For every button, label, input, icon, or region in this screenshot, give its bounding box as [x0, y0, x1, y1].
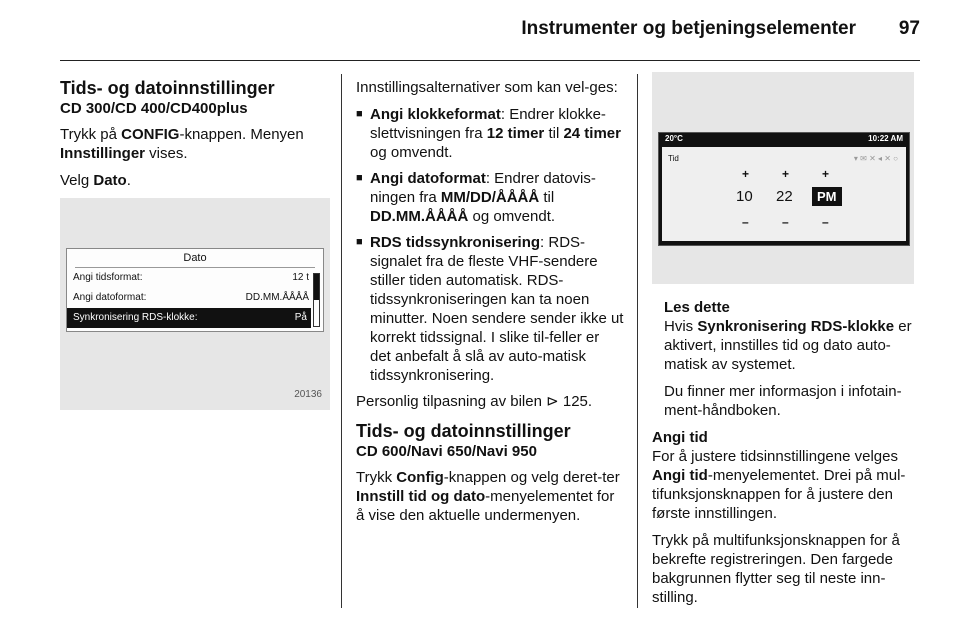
screen-label: Tid: [668, 154, 679, 163]
status-icons: ▾ ✉ ✕ ◂ ✕ ○: [853, 154, 898, 163]
paragraph: For å justere tidsinnstillingene velges Angi tid-menyelementet. Drei på mul-tifunksjonsknappen for å justere den første innstillingen.: [652, 448, 906, 522]
plus-icon: +: [782, 167, 790, 181]
time-screen-screenshot: [652, 72, 914, 284]
paragraph: Hvis Synkronisering RDS-klokke er aktivert, innstilles tid og dato auto-matisk av systemet.: [664, 318, 912, 373]
plus-icon: +: [822, 167, 830, 181]
scrollbar: [313, 273, 320, 327]
section-heading: Tids- og datoinnstillinger: [356, 421, 571, 441]
menu-row: Angi tidsformat: 12 t: [73, 272, 309, 283]
minute-value: 22: [776, 188, 793, 205]
page-header-title: Instrumenter og betjeningselementer: [521, 18, 856, 39]
paragraph: Innstillingsalternativer som kan vel-ges:: [356, 79, 618, 96]
column-3: [652, 72, 922, 615]
date-menu-screen: [66, 248, 324, 332]
column-divider-1: [341, 74, 342, 608]
list-item: ■ Angi datoformat: Endrer datovis-ningen fra MM/DD/ÅÅÅÅ til DD.MM.ÅÅÅÅ og omvendt.: [356, 170, 596, 225]
paragraph: Velg Dato.: [60, 172, 131, 189]
note-title: Les dette: [664, 299, 730, 316]
menu-row-selected: Synkronisering RDS-klokke: På: [67, 308, 311, 328]
note-box: [664, 298, 922, 420]
date-menu-screenshot: [60, 198, 330, 410]
image-code: 20136: [294, 389, 322, 400]
paragraph: Personlig tilpasning av bilen ⊳ 125.: [356, 393, 593, 410]
paragraph: Trykk på multifunksjonsknappen for å bekrefte registreringen. Den fargede bakgrunnen flytter seg til neste inn-stilling.: [652, 532, 900, 606]
paragraph: Trykk på CONFIG-knappen. Menyen Innstillinger vises.: [60, 126, 304, 162]
clock: 10:22 AM: [868, 134, 903, 143]
section-heading: Tids- og datoinnstillinger: [60, 78, 275, 98]
column-2: [356, 78, 624, 533]
paragraph: Du finner mer informasjon i infotain-ment-håndboken.: [664, 383, 902, 419]
plus-icon: +: [742, 167, 750, 181]
minus-icon: –: [742, 215, 749, 229]
minus-icon: –: [782, 215, 789, 229]
hour-value: 10: [736, 188, 753, 205]
time-screen: [658, 132, 910, 246]
paragraph: Trykk Config-knappen og velg deret-ter Innstill tid og dato-menyelementet for å vise den aktuelle undermenyen.: [356, 469, 620, 524]
menu-row: Angi datoformat: DD.MM.ÅÅÅÅ: [73, 292, 309, 303]
screen-title: Dato: [75, 249, 315, 268]
column-divider-2: [637, 74, 638, 608]
minus-icon: –: [822, 215, 829, 229]
list-item: ■ RDS tidssynkronisering: RDS-signalet fra de fleste VHF-sendere stiller tiden automatisk. RDS-tidssynkroniseringen kan ta noen minutter. Noen sendere sender ikke ut korrekt tidssignal. I slike til-feller er det anbefalt å slå av auto-matisk tidssynkronisering.: [356, 234, 624, 384]
section-subheading: Angi tid: [652, 429, 708, 446]
header-rule: [60, 60, 920, 61]
section-subheading: CD 300/CD 400/CD400plus: [60, 100, 248, 117]
page-number: 97: [898, 18, 920, 39]
temperature: 20°C: [665, 134, 683, 143]
ampm-value: PM: [812, 187, 842, 206]
section-subheading: CD 600/Navi 650/Navi 950: [356, 443, 537, 460]
list-item: ■ Angi klokkeformat: Endrer klokke-slettvisningen fra 12 timer til 24 timer og omvendt.: [356, 106, 621, 161]
column-1: [60, 78, 328, 410]
